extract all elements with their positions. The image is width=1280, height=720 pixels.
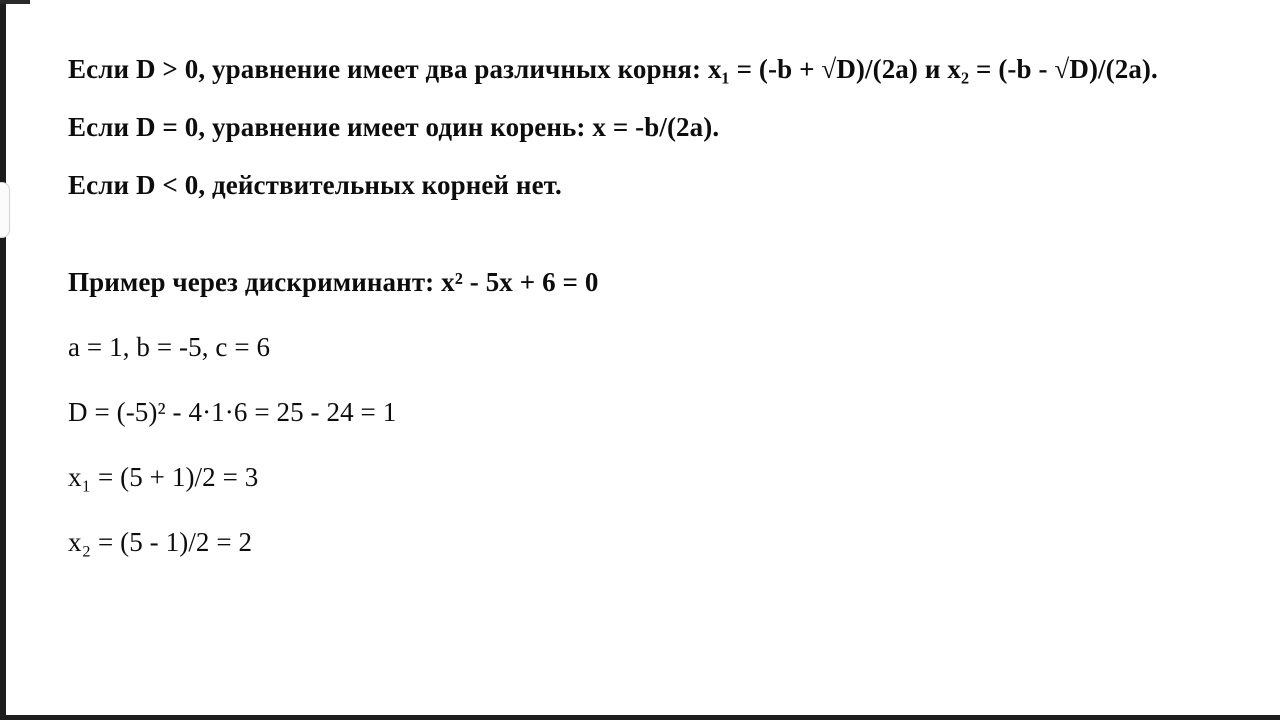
window-top-left-edge [0,0,30,4]
condition-d-negative: Если D < 0, действительных корней нет. [68,170,562,200]
example-line-root-one: x₁ = (5 + 1)/2 = 3 [68,462,259,492]
condition-d-zero: Если D = 0, уравнение имеет один корень: x = -b/(2a). [68,112,720,142]
condition-d-positive: Если D > 0, уравнение имеет два различных корня: x₁ = (-b + √D)/(2a) и x₂ = (-b - √D)/(2a). [68,54,1158,84]
example-line-coefficients: a = 1, b = -5, c = 6 [68,332,271,362]
example-line-root-two: x₂ = (5 - 1)/2 = 2 [68,527,253,557]
document-body [68,40,1208,575]
section-spacer [68,214,1208,250]
side-panel-tab[interactable] [0,182,10,238]
window-bottom-edge [0,715,1280,720]
window-left-edge [0,0,6,720]
example-line-discriminant: D = (-5)² - 4·1·6 = 25 - 24 = 1 [68,397,397,427]
example-heading: Пример через дискриминант: x² - 5x + 6 = 0 [68,267,599,297]
